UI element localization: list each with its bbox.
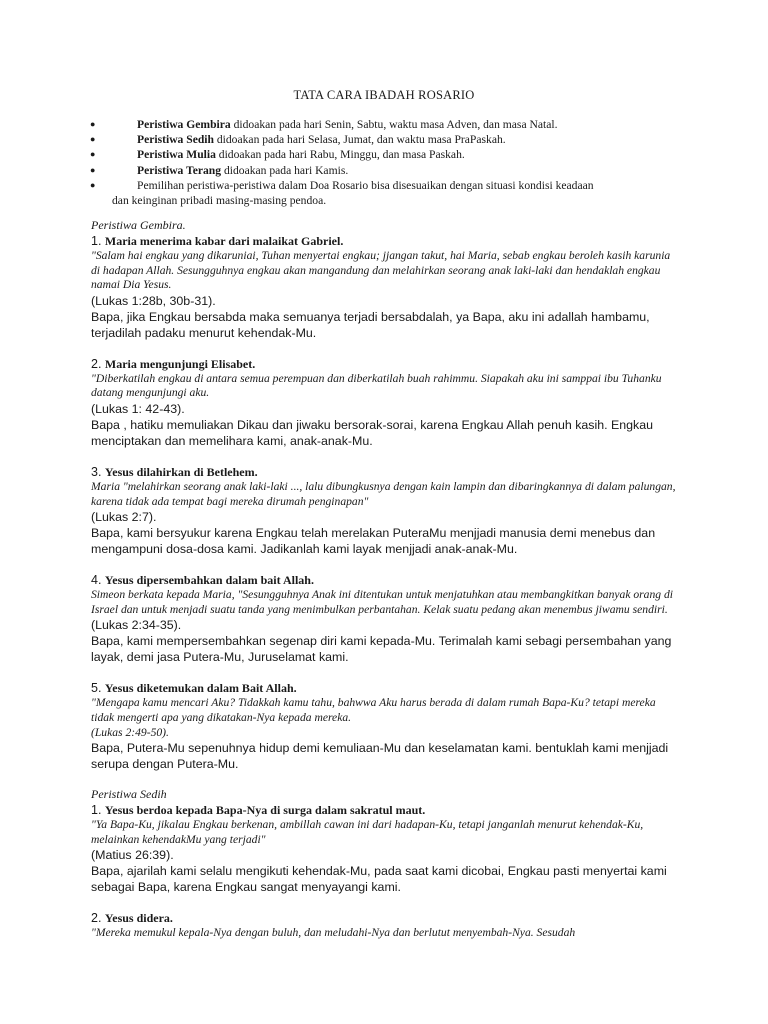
- list-item-text: didoakan pada hari Kamis.: [221, 163, 349, 177]
- mystery-title: 2. Yesus didera.: [91, 911, 173, 926]
- mystery-item: [91, 572, 681, 665]
- list-item-bold: Peristiwa Gembira: [137, 118, 231, 131]
- scripture-reference: (Lukas 2:7).: [91, 510, 157, 525]
- list-item-text: didoakan pada hari Senin, Sabtu, waktu masa Adven, dan masa Natal.: [230, 118, 558, 131]
- bullet-icon: ●: [90, 134, 96, 145]
- scripture-reference: (Matius 26:39).: [91, 848, 174, 863]
- prayer-text: Bapa, ajarilah kami selalu mengikuti kehendak-Mu, pada saat kami dicobai, Engkau pasti menyertai kami sebagai Bapa, karena Engkau sangat menyayangi kami.: [91, 864, 667, 895]
- scripture-reference: (Lukas 1: 42-43).: [91, 401, 185, 416]
- prayer-text: Bapa , hatiku memuliakan Dikau dan jiwaku bersorak-sorai, karena Engkau Allah penuh kasih. Engkau menciptakan dan memelihara kami, anak-anak-Mu.: [91, 417, 654, 448]
- schedule-list: [90, 117, 690, 208]
- mystery-title: 4. Yesus dipersembahkan dalam bait Allah.: [91, 573, 314, 588]
- list-item-text: didoakan pada hari Rabu, Minggu, dan masa Paskah.: [215, 148, 465, 162]
- list-item: [90, 132, 690, 147]
- mystery-item: [91, 233, 681, 341]
- bullet-icon: ●: [90, 164, 96, 175]
- scripture-quote: "Ya Bapa-Ku, jikalau Engkau berkenan, ambillah cawan ini dari hadapan-Ku, tetapi janganlah menurut kehendak-Ku, melainkan kehendakMu yang terjadi": [91, 818, 644, 846]
- bullet-icon: ●: [90, 149, 96, 160]
- bullet-icon: ●: [90, 119, 96, 129]
- mystery-title: 2. Maria mengunjungi Elisabet.: [91, 356, 256, 371]
- scripture-quote: Simeon berkata kepada Maria, "Sesungguhnya Anak ini ditentukan untuk menjatuhkan atau membangkitkan banyak orang di Israel dan untuk menjadi suatu tanda yang menimbulkan perbantahan. Kelak suatu pedang akan menembus jiwamu sendiri.: [91, 588, 673, 616]
- list-item-bold: Peristiwa Sedih: [137, 133, 214, 147]
- document-body: [91, 218, 681, 956]
- document-title: TATA CARA IBADAH ROSARIO: [293, 88, 475, 102]
- list-item-bold: Peristiwa Terang: [137, 163, 222, 177]
- mystery-item: [91, 802, 681, 895]
- list-item-text: Pemilihan peristiwa-peristiwa dalam Doa Rosario bisa disesuaikan dengan situasi kondisi keadaan: [137, 178, 594, 192]
- list-item-text: didoakan pada hari Selasa, Jumat, dan waktu masa PraPaskah.: [213, 133, 506, 147]
- scripture-quote: "Mengapa kamu mencari Aku? Tidakkah kamu tahu, bahwwa Aku harus berada di dalam rumah Bapa-Ku? tetapi mereka tidak mengerti apa yang dikatakan-Nya kepada mereka.: [91, 696, 656, 724]
- mystery-item: [91, 680, 681, 772]
- scripture-reference: (Lukas 2:49-50).: [91, 725, 169, 739]
- list-item-bold: Peristiwa Mulia: [137, 148, 216, 162]
- mystery-title: 1. Maria menerima kabar dari malaikat Gabriel.: [91, 234, 344, 248]
- bullet-icon: ●: [90, 179, 96, 190]
- scripture-quote: "Salam hai engkau yang dikaruniai, Tuhan menyertai engkau; jjangan takut, hai Maria, sebab engkau beroleh kasih karunia di hadapan Allah. Sesungguhnya engkau akan mangandung dan melahirkan seorang anak laki-laki dan hendaklah engkau namai Dia Yesus.: [91, 249, 671, 292]
- scripture-quote: "Mereka memukul kepala-Nya dengan buluh, dan meludahi-Nya dan berlutut menyembah-Nya. Sesudah: [91, 926, 576, 940]
- scripture-reference: (Lukas 1:28b, 30b-31).: [91, 293, 216, 308]
- list-item: [90, 178, 690, 208]
- section-heading: Peristiwa Sedih: [91, 787, 167, 802]
- scripture-reference: (Lukas 2:34-35).: [91, 618, 182, 633]
- mystery-item: [91, 464, 681, 557]
- section-heading: Peristiwa Gembira.: [91, 218, 186, 232]
- list-item-text-continued: dan keinginan pribadi masing-masing pendoa.: [112, 194, 327, 208]
- mystery-item: [91, 910, 681, 941]
- scripture-quote: "Diberkatilah engkau di antara semua perempuan dan diberkatilah buah rahimmu. Siapakah aku ini samppai ibu Tuhanku datang mengunjungi aku.: [91, 371, 662, 400]
- list-item: [90, 117, 690, 132]
- prayer-text: Bapa, jika Engkau bersabda maka semuanya terjadi bersabdalah, ya Bapa, aku ini adallah hambamu, terjadilah padaku menurut kehendak-Mu.: [91, 309, 650, 340]
- list-item: [90, 163, 690, 178]
- list-item: [90, 147, 690, 162]
- mystery-title: 1. Yesus berdoa kepada Bapa-Nya di surga dalam sakratul maut.: [91, 803, 426, 818]
- mystery-item: [91, 356, 681, 449]
- prayer-text: Bapa, kami mempersembahkan segenap diri kami kepada-Mu. Terimalah kami sebagi persembahan yang layak, demi jasa Putera-Mu, Juruselamat kami.: [91, 634, 672, 665]
- prayer-text: Bapa, Putera-Mu sepenuhnya hidup demi kemuliaan-Mu dan keselamatan kami. bentuklah kami menjjadi serupa dengan Putera-Mu.: [91, 741, 669, 772]
- prayer-text: Bapa, kami bersyukur karena Engkau telah merelakan PuteraMu menjjadi manusia demi menebus dan mengampuni dosa-dosa kami. Jadikanlah kami layak menjjadi anak-anak-Mu.: [91, 526, 656, 557]
- mystery-title: 5. Yesus diketemukan dalam Bait Allah.: [91, 681, 297, 696]
- scripture-quote: Maria "melahirkan seorang anak laki-laki ..., lalu dibungkusnya dengan kain lampin dan dibaringkannya di dalam palungan, karena tidak ada tempat bagi mereka dirumah penginapan": [91, 479, 676, 508]
- mystery-title: 3. Yesus dilahirkan di Betlehem.: [91, 464, 258, 479]
